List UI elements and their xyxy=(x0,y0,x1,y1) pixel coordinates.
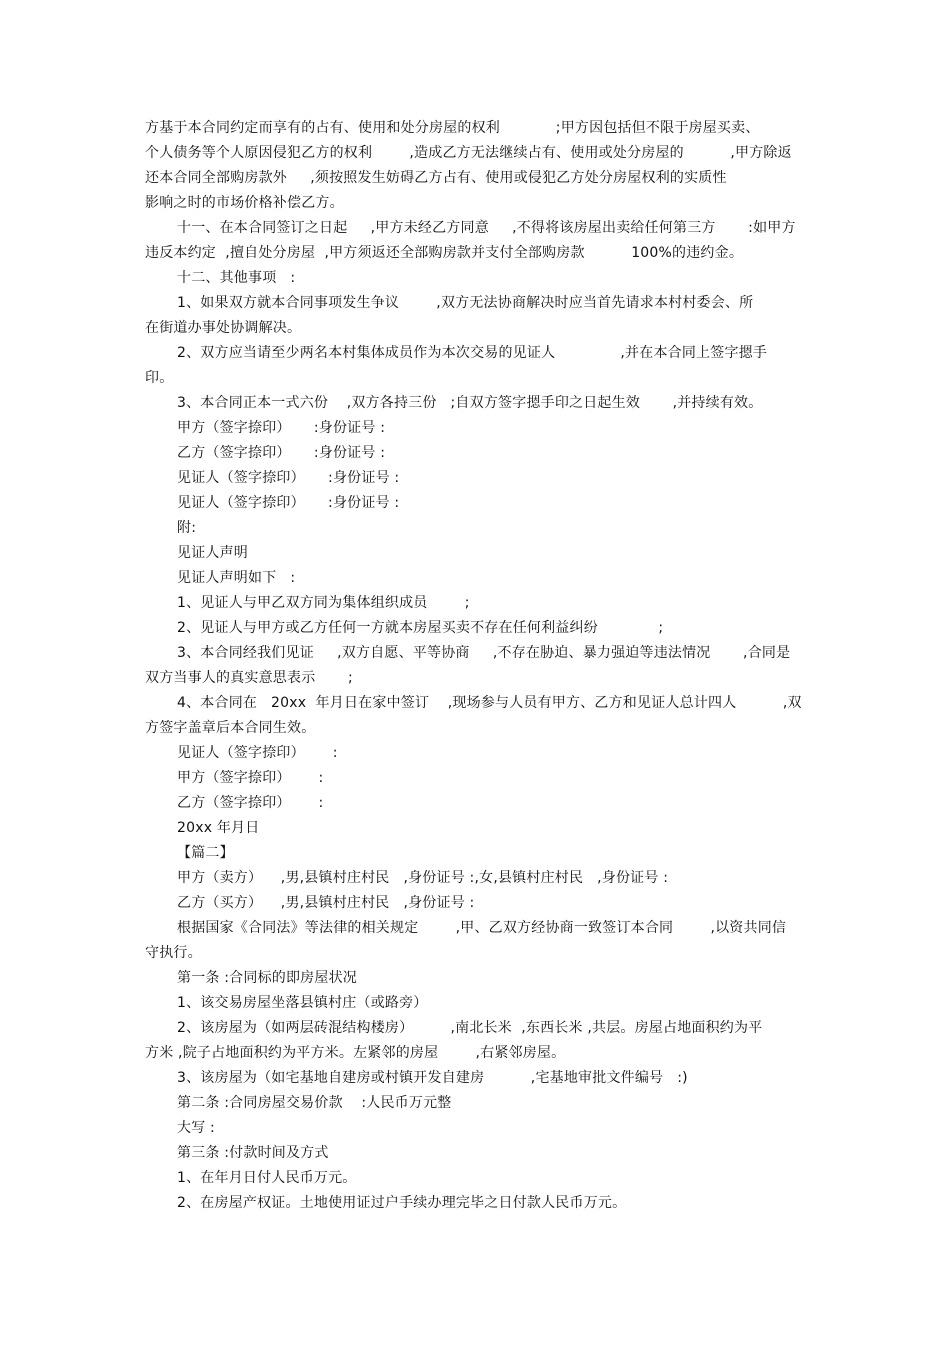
text-line: 2、该房屋为（如两层砖混结构楼房） ,南北长米 ,东西长米 ,共层。房屋占地面积约为平 xyxy=(177,1020,763,1036)
text-line: 方基于本合同约定而享有的占有、使用和处分房屋的权利 ;甲方因包括但不限于房屋买卖、 xyxy=(145,120,760,136)
text-line: 甲方（卖方） ,男,县镇村庄村民 ,身份证号 :,女,县镇村庄村民 ,身份证号 : xyxy=(177,870,669,886)
text-line: 4、本合同在 20xx 年月日在家中签订 ,现场参与人员有甲方、乙方和见证人总计四人 ,双 xyxy=(177,695,802,711)
text-line: 1、见证人与甲乙双方同为集体组织成员 ; xyxy=(177,595,470,611)
text-line: 印。 xyxy=(145,370,174,386)
section-heading: 【篇二】 xyxy=(177,845,234,861)
section-heading: 第二条 :合同房屋交易价款 :人民币万元整 xyxy=(177,1095,452,1111)
text-line: 根据国家《合同法》等法律的相关规定 ,甲、乙双方经协商一致签订本合同 ,以资共同信 xyxy=(177,920,787,936)
section-heading: 第三条 :付款时间及方式 xyxy=(177,1145,329,1161)
text-line: 3、本合同经我们见证 ,双方自愿、平等协商 ,不存在胁迫、暴力强迫等违法情况 ,合同是 xyxy=(177,645,791,661)
text-line: 十一、在本合同签订之日起 ,甲方未经乙方同意 ,不得将该房屋出卖给任何第三方 :如甲方 xyxy=(177,220,796,236)
text-line: 1、该交易房屋坐落县镇村庄（或路旁） xyxy=(177,995,428,1011)
signature-line: 见证人（签字捺印） :身份证号 : xyxy=(177,470,400,486)
text-line: 3、该房屋为（如宅基地自建房或村镇开发自建房 ,宅基地审批文件编号 :) xyxy=(177,1070,688,1086)
signature-line: 见证人（签字捺印） :身份证号 : xyxy=(177,495,400,511)
signature-line: 甲方（签字捺印） :身份证号 : xyxy=(177,420,386,436)
text-line: 见证人声明如下 : xyxy=(177,570,296,586)
text-line: 方签字盖章后本合同生效。 xyxy=(145,720,316,736)
signature-line: 见证人（签字捺印） : xyxy=(177,745,338,761)
section-heading: 十二、其他事项 : xyxy=(177,270,296,286)
signature-line: 乙方（签字捺印） :身份证号 : xyxy=(177,445,386,461)
text-line: 守执行。 xyxy=(145,945,202,961)
text-line: 影响之时的市场价格补偿乙方。 xyxy=(145,195,344,211)
text-line: 2、双方应当请至少两名本村集体成员作为本次交易的见证人 ,并在本合同上签字摁手 xyxy=(177,345,768,361)
section-heading: 见证人声明 xyxy=(177,545,248,561)
signature-line: 乙方（签字捺印） : xyxy=(177,795,324,811)
text-line: 大写 : xyxy=(177,1120,215,1136)
text-line: 3、本合同正本一式六份 ,双方各持三份 ;自双方签字摁手印之日起生效 ,并持续有效。 xyxy=(177,395,763,411)
text-line: 还本合同全部购房款外 ,须按照发生妨碍乙方占有、使用或侵犯乙方处分房屋权利的实质性 xyxy=(145,170,727,186)
text-line: 1、在年月日付人民币万元。 xyxy=(177,1170,357,1186)
text-line: 在街道办事处协调解决。 xyxy=(145,320,302,336)
text-line: 1、如果双方就本合同事项发生争议 ,双方无法协商解决时应当首先请求本村村委会、所 xyxy=(177,295,754,311)
text-line: 个人债务等个人原因侵犯乙方的权利 ,造成乙方无法继续占有、使用或处分房屋的 ,甲方除返 xyxy=(145,145,792,161)
text-line: 方米 ,院子占地面积约为平方米。左紧邻的房屋 ,右紧邻房屋。 xyxy=(145,1045,566,1061)
text-line: 乙方（买方） ,男,县镇村庄村民 ,身份证号 : xyxy=(177,895,475,911)
text-line: 双方当事人的真实意思表示 ; xyxy=(145,670,353,686)
text-line: 2、在房屋产权证。土地使用证过户手续办理完毕之日付款人民币万元。 xyxy=(177,1195,627,1211)
date-line: 20xx 年月日 xyxy=(177,820,260,836)
signature-line: 甲方（签字捺印） : xyxy=(177,770,324,786)
section-heading: 第一条 :合同标的即房屋状况 xyxy=(177,970,357,986)
text-line: 2、见证人与甲方或乙方任何一方就本房屋买卖不存在任何利益纠纷 ; xyxy=(177,620,664,636)
text-line: 违反本约定 ,擅自处分房屋 ,甲方须返还全部购房款并支付全部购房款 100%的违约金。 xyxy=(145,245,744,261)
text-line: 附: xyxy=(177,520,197,536)
